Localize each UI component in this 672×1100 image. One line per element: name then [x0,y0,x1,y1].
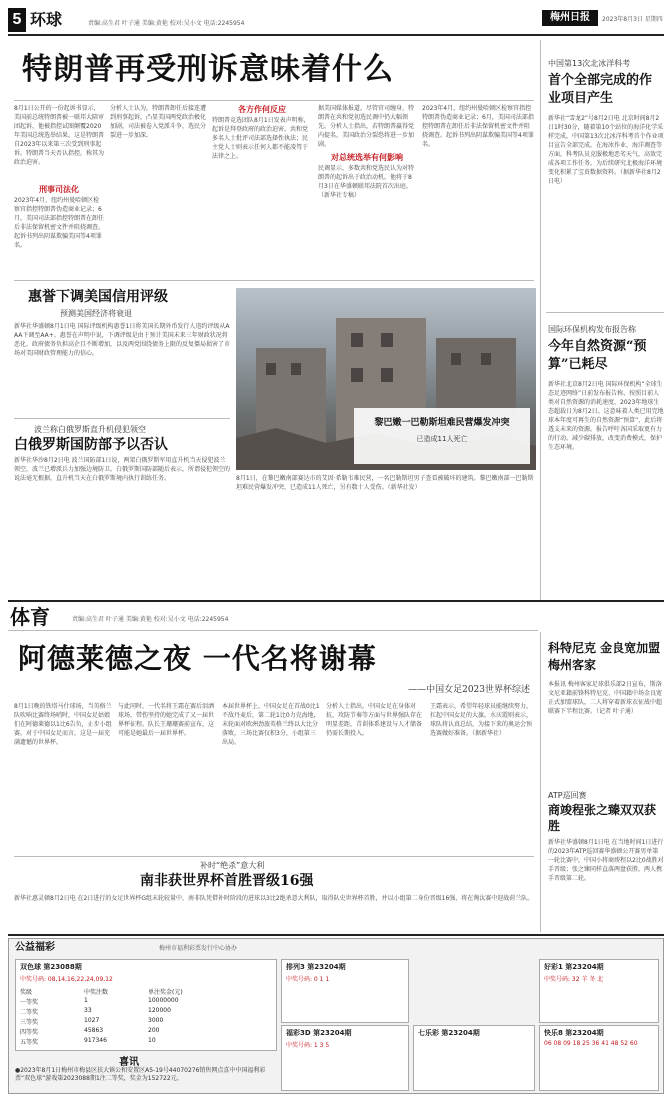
header-date: 2023年8月3日 星期四 [602,16,663,23]
kl8-title: 快乐8 第23204期 [544,1029,604,1037]
lead-column-1: 8月1日公开的一份起诉书显示，美国前总统特朗普被一联邦大陪审团起诉，他被指控试图颠覆2020年美国总统选举结果。这是特朗普自2023年以来第三次受到刑事起诉。特朗普当天否认指控，称其为政治迫害。 [14,105,104,166]
table-header-cell: 奖级 [20,989,33,996]
lottery-header: 公益福彩 [15,942,55,953]
ssq-title: 双色球 第23088期 [20,963,82,971]
p3-numbers: 中奖号码: 0 1 1 [286,976,330,983]
lead-headline: 特朗普再受刑诉意味着什么 [22,52,394,87]
photo-caption-title: 黎巴嫩一巴勒斯坦难民营爆发冲突 [374,418,510,428]
p3-title: 排列3 第23204期 [286,963,346,971]
photo-body: 8月1日，在黎巴嫩南部赛达市的艾因·希勒韦难民营，一名巴勒斯坦男子查看被破坏的建筑。黎巴嫩南部一巴勒斯坦难民营爆发冲突，已造成11人死亡，另有数十人受伤。（新华社发） [236,475,534,491]
lead-column-2: 分析人士认为，特朗普卸任后接连遭到刑事起诉，凸显美国两党政治极化加剧，司法被卷入党派斗争，选民分裂进一步加深。 [110,105,206,139]
page-number: 5 [8,8,26,32]
sports-mid-kicker: 补时“绝杀”意大利 [200,861,265,870]
table-cell: 1027 [84,1017,100,1024]
ssq-box [15,959,277,1051]
lead-column-1b: 2023年4月，纽约州曼哈顿区检察官指控特朗普伪造商业记录；6月，美国司法部指控特朗普在卸任后非法保留机密文件并阻挠调查。起诉书列出阴谋欺骗美国等4项罪名。 [14,197,104,249]
sports-side-body: 本报讯 梅州客家足球俱乐部2日宣布，斯洛文尼亚籍前锋科特尼克、中国籍中场金良宽正式加盟球队，二人将穿着新球衣征战中超联赛下半程比赛。（记者 叶子通） [548,681,663,715]
sports-side-title3: 商竣程张之臻双双获胜 [548,803,657,833]
table-cell: 三等奖 [20,1019,39,1026]
sports-side-body2: 新华社华盛顿8月1日电 在当地时间1日进行的2023年ATP巡回赛华盛顿公开赛男单第一轮比赛中，中国小将商竣程以2比0战胜对手晋级；张之臻同样直落两盘获胜，两人携手晋级第二轮。 [548,839,664,882]
second-story-subtitle: 预测美国经济将衰退 [60,309,132,318]
hsl-title: 好彩1 第23204期 [544,963,604,971]
sports-right-divider [540,632,541,932]
right-top-kicker: 中国第13次北冰洋科考 [548,59,631,68]
photo-caption-sub: 已造成11人死亡 [416,435,468,443]
kl8-box [539,1025,659,1091]
sports-column-3: 本届世界杯上，中国女足在首战0比1不敌丹麦后，第二轮1比0力克海地，末轮面对欧洲劲旅英格兰终以大比分落败，三场比赛仅积3分，小组第三出局。 [222,703,320,746]
lottery-top-rule [8,934,664,936]
lead-column-4b: 民调显示，多数共和党选民认为对特朗普的起诉出于政治动机。他将于8月3日在华盛顿联邦法院首次出庭。（新华社专稿） [318,165,415,199]
sports-credit-rule [8,630,538,631]
right-mid-title: 今年自然资源“预算”已耗尽 [548,339,647,372]
table-cell: 33 [84,1007,92,1014]
table-cell: 10000000 [148,997,179,1004]
table-cell: 五等奖 [20,1039,39,1046]
table-cell: 10 [148,1037,156,1044]
lottery-info-row: 梅州市福利彩票发行中心协办 [159,945,238,952]
table-cell: 一等奖 [20,999,39,1006]
right-mid-body: 新华社北京8月2日电 国际环保机构“全球生态足迹网络”日前发布报告称，按照目前人类对自然资源的消耗速度，2023年地球生态超载日为8月2日。这意味着人类已用完地球本年度可再生的自然资源“预算”，此后将透支未来的资源。报告呼吁各国采取更有力的行动，减少碳排放，改变消费模式，保护生态环境。 [548,381,664,451]
table-cell: 200 [148,1027,160,1034]
right-top-rule [546,312,664,313]
third-story-body: 新华社华沙8月2日电 波兰国防部1日说，两架白俄罗斯军用直升机当天侵犯波兰领空，波兰已增派兵力加强边境防卫。白俄罗斯国防部随后表示，所谓侵犯领空的说法毫无根据，直升机当天在白俄罗斯境内执行训练任务。 [14,457,230,482]
table-cell: 二等奖 [20,1009,39,1016]
sports-credits: 责编:高生君 叶子通 美编:黄艳 校对:吴小文 电话:2245954 [72,616,229,623]
lead-column-3: 特朗普竞选团队8月1日发表声明称，起诉是拜登政府的政治迫害。共和党多名人士批评司法部选择性执法；民主党人士则表示任何人都不能凌驾于法律之上。 [212,117,310,160]
hsl-box [539,959,659,1023]
masthead-text: 梅州日报 [550,12,590,23]
header-credits: 责编:高生君 叶子通 美编:黄艳 校对:吴小文 电话:2245954 [88,20,245,27]
masthead-logo [542,10,598,26]
right-top-title: 首个全部完成的作业项目产生 [548,73,653,106]
table-header-cell: 单注奖金(元) [148,989,183,996]
third-story-title: 白俄罗斯国防部予以否认 [14,437,168,453]
fc3d-title: 福彩3D 第23204期 [286,1029,352,1037]
lead-column-5: 2023年4月，纽约州曼哈顿区检察官指控特朗普伪造商业记录；6月，美国司法部指控特朗普在卸任后非法保留机密文件并阻挠调查。起诉书列出阴谋欺骗美国等4项罪名。 [422,105,534,148]
lead-headline-rule [14,100,534,101]
table-cell: 四等奖 [20,1029,39,1036]
sports-column-2: 与此同时，一代名将王霜在赛后泪洒球场，带伤坚持的她完成了又一届世界杯征程。队长王珊珊赛前宣布，这可能是她最后一届世界杯。 [118,703,215,737]
table-cell: 1 [84,997,88,1004]
sports-column-4: 分析人士指出，中国女足在身体对抗、攻防节奏等方面与世界强队存在明显差距，青训体系建设与人才储备仍需长期投入。 [326,703,423,737]
qlc-box [413,1025,535,1091]
sports-column-1: 8月1日晚的铁塔马什球场，当英格兰队吹响比赛终场哨时，中国女足姑娘们在阿德莱德以1比6告负，止步小组赛。对于中国女足而言，这是一届充满遗憾的世界杯。 [14,703,112,746]
kl8-numbers: 06 08 09 18 25 36 41 48 52 60 [544,1040,638,1047]
right-top-body: 新华社“雪龙2”号8月2日电 北京时间8月2日1时30分，随着第10个站位的海洋化学采样完成，中国第13次北冰洋科考首个作业项目宣告全部完成。在海冰作业、海洋调查等方面，科考队员克服极地恶劣天气，高效完成各项工作任务，为后续研究北极海洋环境变化积累了宝贵数据资料。（据新华社8月2日电） [548,115,664,185]
sports-side-title2: ATP巡回赛 [548,791,587,800]
lead-subhead-2: 各方作何反应 [238,105,286,114]
sports-mid-rule [14,856,534,857]
lottery-news-title: 喜讯 [119,1057,139,1068]
second-story-title: 惠誉下调美国信用评级 [28,289,168,305]
sports-side-title: 科特尼克 金良宽加盟梅州客家 [548,641,661,672]
table-cell: 917346 [84,1037,107,1044]
table-cell: 120000 [148,1007,171,1014]
table-cell: 3000 [148,1017,164,1024]
ssq-table [16,983,276,1050]
third-story-kicker: 波兰称白俄罗斯直升机侵犯领空 [34,425,146,434]
sports-top-rule [8,600,664,602]
header-rule [8,34,664,36]
table-header-cell: 中奖注数 [84,989,109,996]
lottery-block [8,938,664,1094]
sports-subtitle: ——中国女足2023世界杯综述 [408,685,530,695]
ssq-numbers: 中奖号码: 08,14,16,22,24,09,12 [20,976,113,983]
lead-column-4: 据美国媒体报道，尽管官司缠身，特朗普在共和党初选民调中仍大幅领先。分析人士指出，若特朗普赢得党内提名，美国政治分裂恐将进一步加剧。 [318,105,415,148]
sports-mid-title: 南非获世界杯首胜晋级16强 [140,873,314,889]
sports-column-5: 王霜表示，希望年轻球员能继续努力，扛起中国女足的大旗。水庆霞则表示，球队将认真总结，为接下来的奥运会预选赛做好准备。（据新华社） [430,703,533,737]
hsl-numbers: 中奖号码: 32 羊 冬 北 [544,976,604,983]
fc3d-box [281,1025,409,1091]
fc3d-numbers: 中奖号码: 1 3 5 [286,1042,330,1049]
section-title: 环球 [30,10,63,29]
news-photo [236,288,536,470]
page-header [8,8,664,34]
lead-bottom-rule [14,280,534,281]
lead-subhead-1: 刑事司法化 [39,185,79,194]
sports-headline: 阿德莱德之夜 一代名将谢幕 [18,642,377,675]
right-mid-kicker: 国际环保机构发布报告称 [548,325,636,334]
photo-caption-box [354,408,530,464]
p3-box [281,959,409,1023]
sports-section-title: 体育 [10,605,50,629]
qlc-title: 七乐彩 第23204期 [418,1029,480,1037]
lead-subhead-3: 对总统选举有何影响 [331,153,403,162]
lottery-news-body: ●2023年8月1日梅州市梅县区扶大镇公和安置区A5-19号44070276销售网点喜中中国福利彩票“双色球”游戏第2023088期1注二等奖，奖金为152722元。 [15,1067,266,1082]
sports-mid-body: 新华社惠灵顿8月2日电 在2日进行的女足世界杯G组末轮较量中，南非队凭借补时阶段的进球以3比2绝杀意大利队，取得队史世界杯首胜，并以小组第二身份晋级16强，将在淘汰赛中迎战荷兰队。 [14,895,534,902]
second-story-rule [14,418,230,419]
table-cell: 45863 [84,1027,104,1034]
second-story-body: 新华社华盛顿8月1日电 国际评级机构惠誉1日将美国长期外币发行人违约评级从AAA下调至AA+。惠誉在声明中说，下调评级是由于预计美国未来三年财政状况将恶化、政府债务负担高企且不断增加，以及两党围绕债务上限的反复僵局损害了市场对美国财政管理能力的信心。 [14,323,230,357]
right-column-divider [540,40,541,600]
